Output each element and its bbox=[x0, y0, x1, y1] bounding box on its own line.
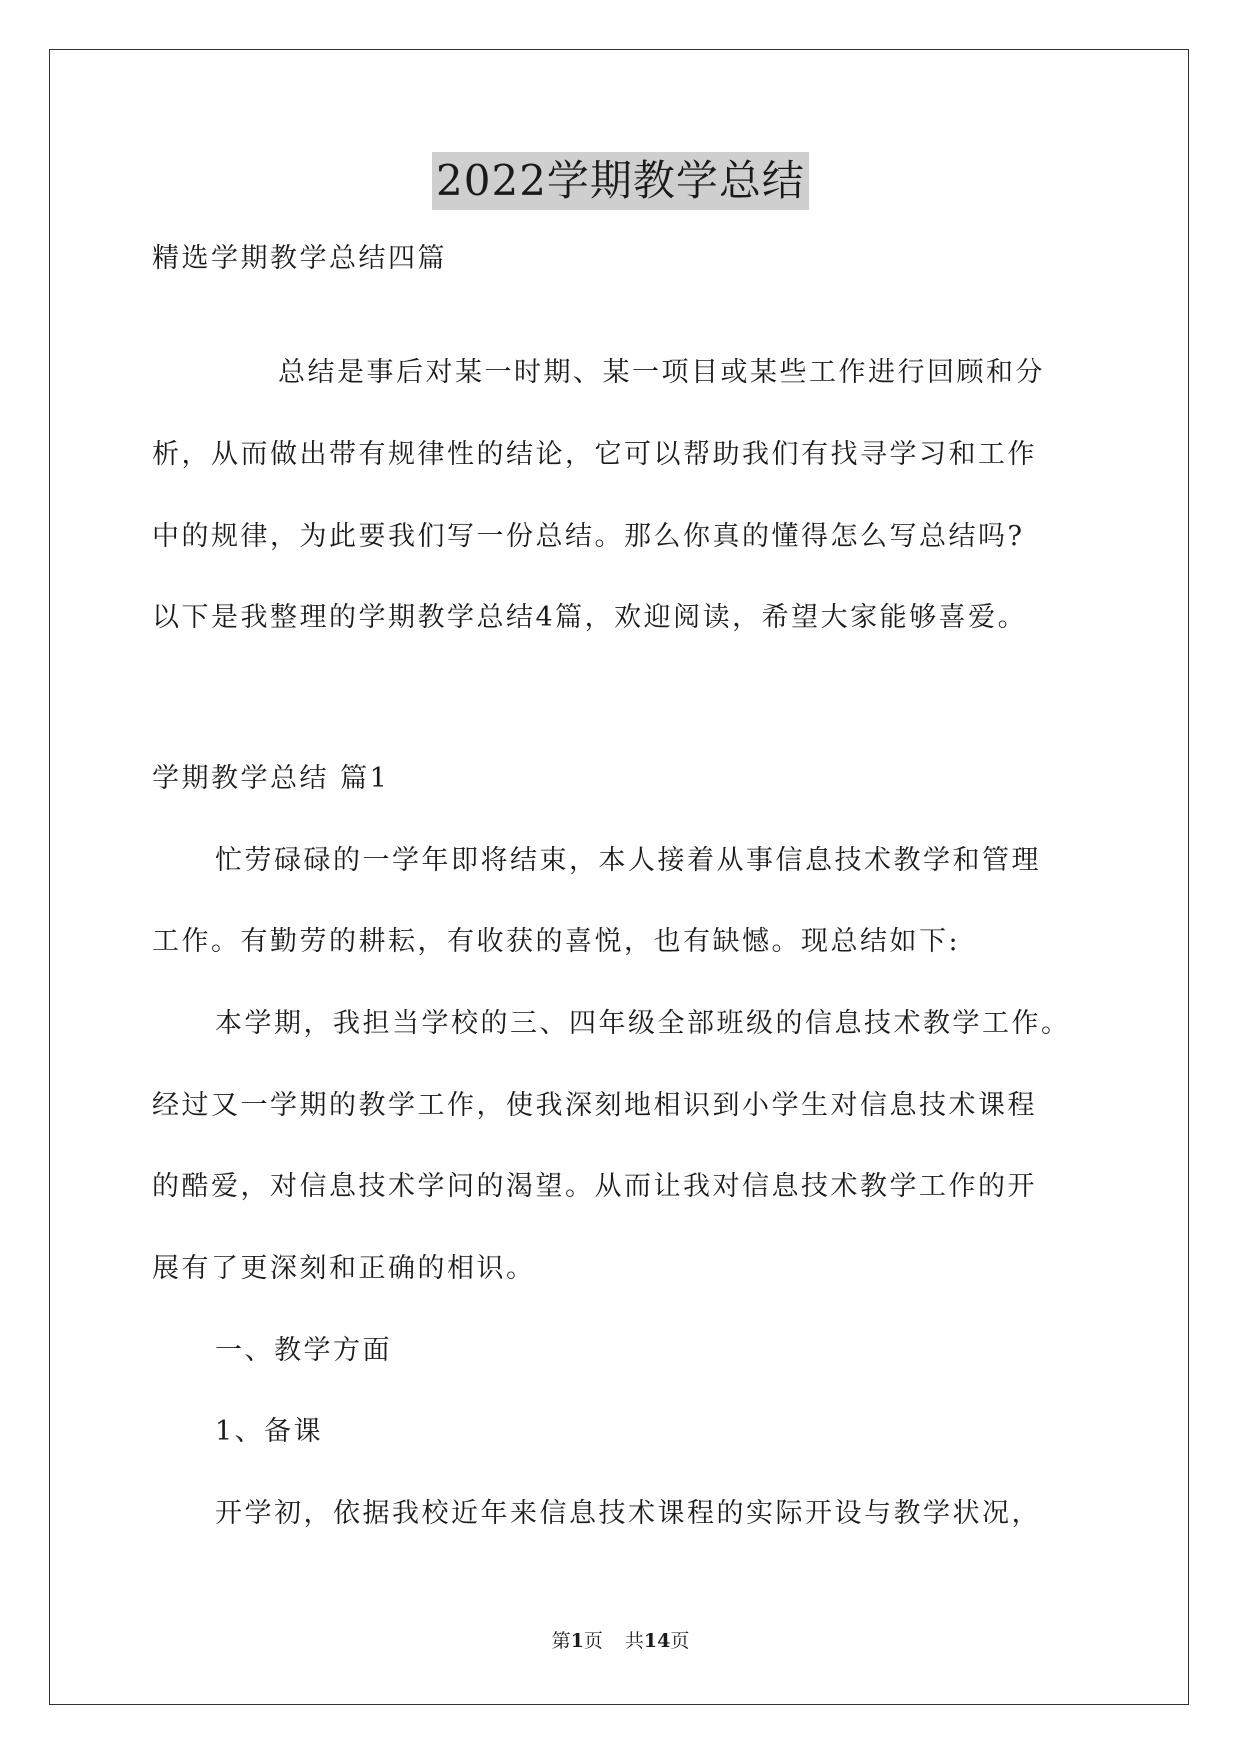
body-line-3: 本学期，我担当学校的三、四年级全部班级的信息技术教学工作。 bbox=[215, 1008, 1071, 1039]
footer-prefix: 第 bbox=[551, 1630, 571, 1652]
body-line-4: 经过又一学期的教学工作，使我深刻地相识到小学生对信息技术课程 bbox=[152, 1090, 1037, 1121]
body-line-5: 的酷爱，对信息技术学问的渴望。从而让我对信息技术教学工作的开 bbox=[152, 1171, 1037, 1202]
body-line-2: 工作。有勤劳的耕耘，有收获的喜悦，也有缺憾。现总结如下: bbox=[152, 926, 961, 957]
document-title: 2022学期教学总结 bbox=[432, 152, 809, 210]
footer-total-pages: 14 bbox=[643, 1630, 671, 1652]
page-footer bbox=[0, 1628, 1241, 1654]
footer-page-suffix: 页 bbox=[583, 1630, 603, 1652]
document-subtitle: 精选学期教学总结四篇 bbox=[152, 243, 447, 274]
footer-total-suffix: 页 bbox=[670, 1630, 690, 1652]
intro-line-2: 析，从而做出带有规律性的结论，它可以帮助我们有找寻学习和工作 bbox=[152, 439, 1037, 470]
intro-line-4: 以下是我整理的学期教学总结4篇，欢迎阅读，希望大家能够喜爱。 bbox=[152, 602, 1028, 633]
body-line-1: 忙劳碌碌的一学年即将结束，本人接着从事信息技术教学和管理 bbox=[215, 845, 1041, 876]
title-container bbox=[0, 152, 1241, 210]
intro-line-1: 总结是事后对某一时期、某一项目或某些工作进行回顾和分 bbox=[278, 357, 1045, 388]
footer-total-prefix: 共 bbox=[624, 1630, 644, 1652]
subheading-teaching: 一、教学方面 bbox=[215, 1335, 392, 1366]
intro-line-3: 中的规律，为此要我们写一份总结。那么你真的懂得怎么写总结吗? bbox=[152, 521, 1025, 552]
body-line-6: 展有了更深刻和正确的相识。 bbox=[152, 1253, 536, 1284]
section-heading: 学期教学总结 篇1 bbox=[152, 763, 390, 794]
footer-page-number: 1 bbox=[570, 1630, 584, 1652]
subheading-lesson-prep: 1、备课 bbox=[215, 1416, 324, 1447]
body-line-7: 开学初，依据我校近年来信息技术课程的实际开设与教学状况， bbox=[215, 1498, 1041, 1529]
